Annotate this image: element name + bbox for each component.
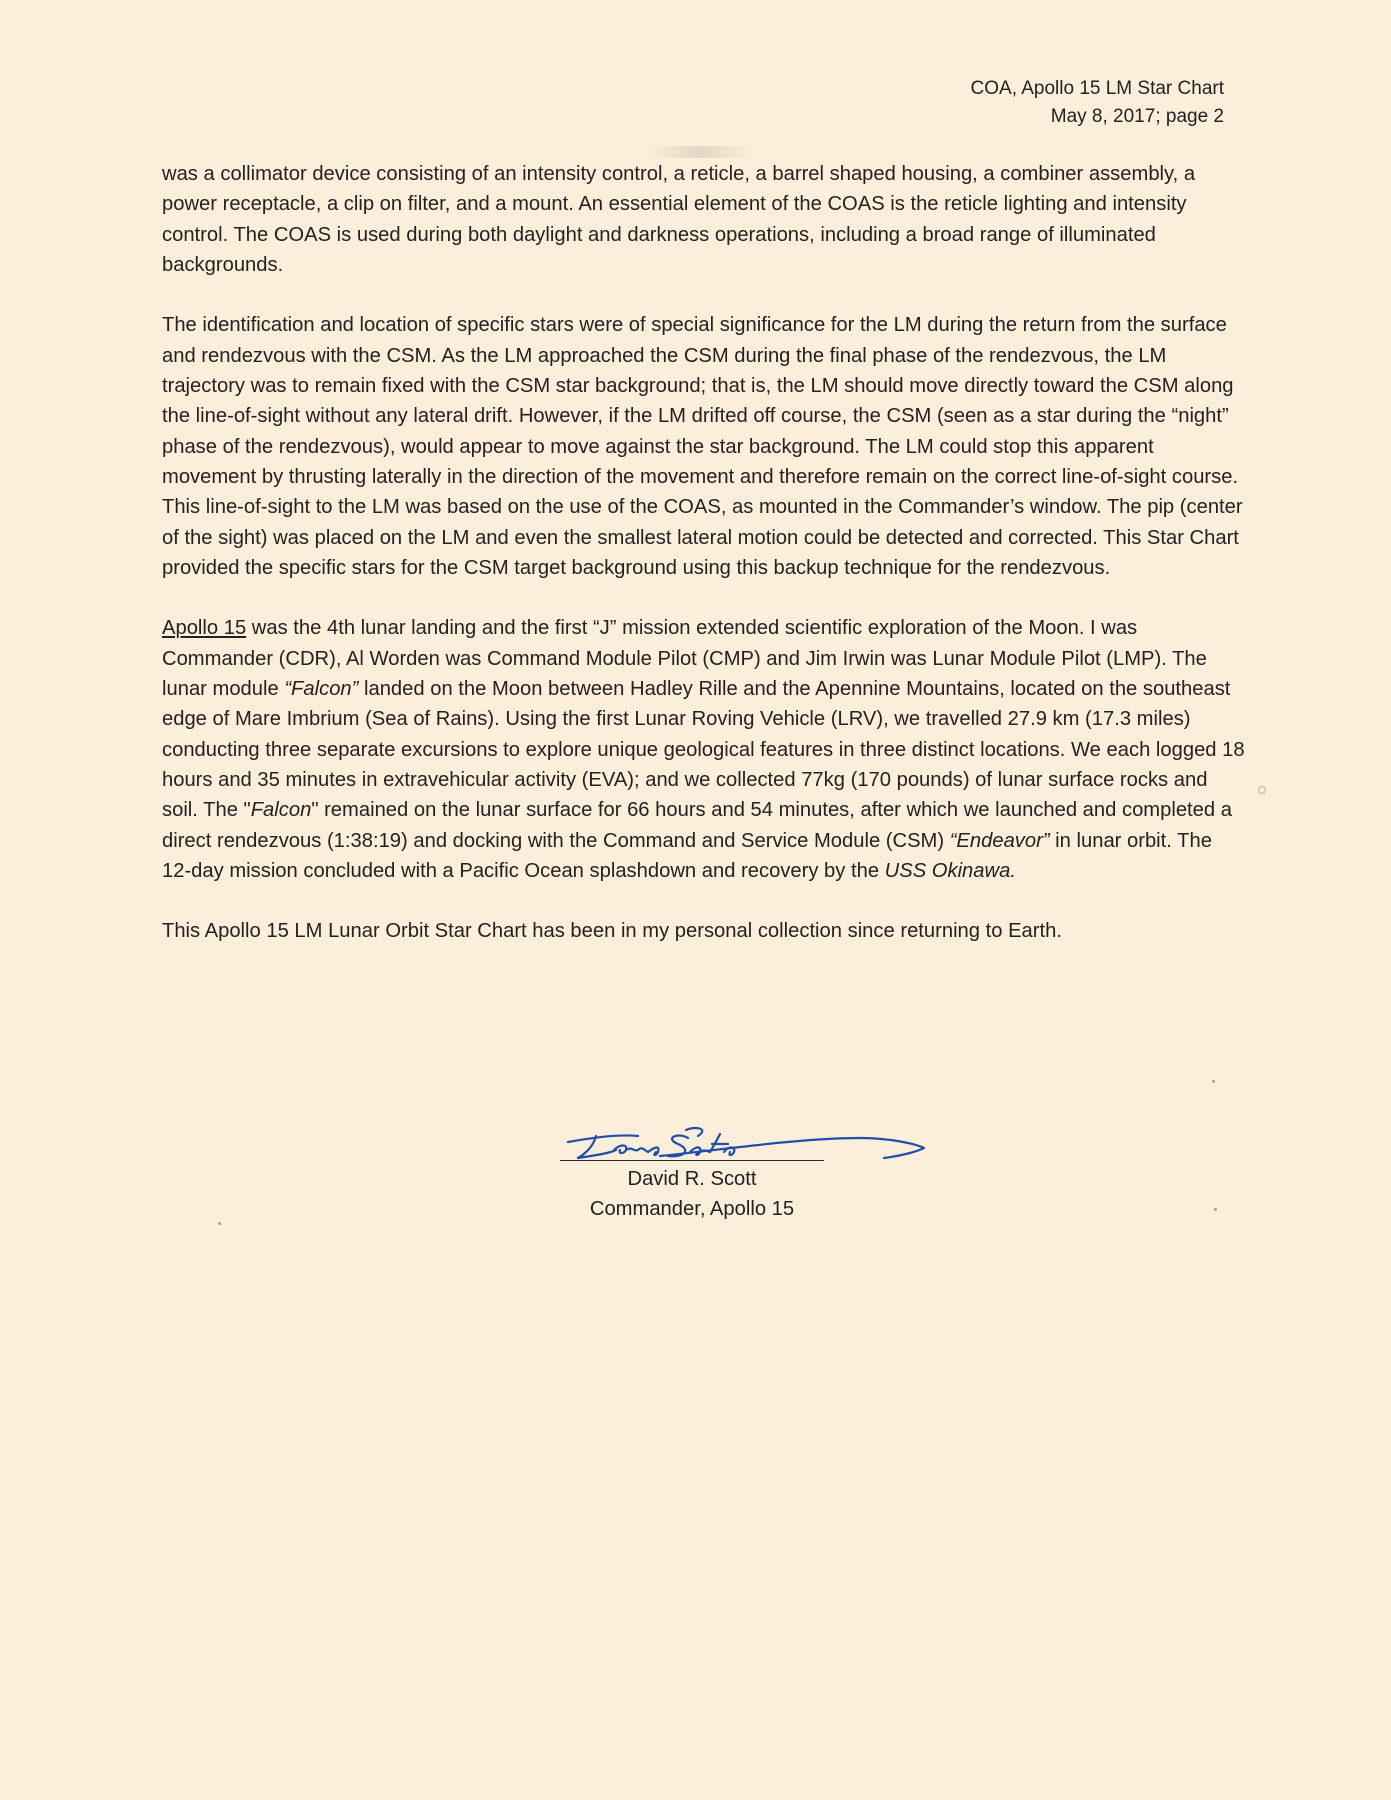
header-date-page: May 8, 2017; page 2 [1050,106,1224,127]
paper-speck [1212,1080,1215,1083]
paragraph-collection: This Apollo 15 LM Lunar Orbit Star Chart has been in my personal collection since returning to Earth. [162,920,1062,943]
paper-speck [218,1222,221,1225]
letter-body [162,159,1245,947]
lm-name: “Falcon” [284,678,359,701]
paragraph-mission [162,613,1245,886]
paragraph-coas: was a collimator device consisting of an intensity control, a reticle, a barrel shaped housing, a combiner assembly, a power receptacle, a clip on filter, and a mount. An essential element of the COAS is the reticle lighting and intensity control. The COAS is used during both daylight and darkness operations, including a broad range of illuminated backgrounds. [162,163,1196,276]
paragraph-rendezvous: The identification and location of specific stars were of special significance for the LM during the return from the surface and rendezvous with the CSM. As the LM approached the CSM during the final phase of the rendezvous, the LM trajectory was to remain fixed with the CSM star background; that is, the LM should move directly toward the CSM along the line-of-sight without any lateral drift. However, if the LM drifted off course, the CSM (seen as a star during the “night” phase of the rendezvous), would appear to move against the star background. The LM could stop this apparent movement by thrusting laterally in the direction of the movement and therefore remain on the correct line-of-sight course. This line-of-sight to the LM was based on the use of the COAS, as mounted in the Commander’s window. The pip (center of the sight) was placed on the LM and even the smallest lateral motion could be detected and corrected. This Star Chart provided the specific stars for the CSM target background using this backup technique for the rendezvous. [162,314,1243,579]
csm-name: “Endeavor” [949,829,1050,852]
signer-name: David R. Scott [627,1168,757,1190]
mission-text-2: landed on the Moon between Hadley Rille and the Apennine Mountains, located on the southeast edge of Mare Imbrium (Sea of Rains). Using the first Lunar Roving Vehicle (LRV), we travelled 27.9 km (17.3 miles) conducting three separate excursions to explore unique geological features in three distinct locations. We each logged 18 hours and 35 minutes in extravehicular activity (EVA); and we collected 77kg (170 pounds) of lunar surface rocks and soil. The " [162,678,1245,822]
mission-name-link: Apollo 15 [162,617,247,640]
paper-speck [1258,786,1266,794]
ship-name: USS Okinawa. [884,859,1016,882]
mission-text-1: was the 4th lunar landing and the first “J” mission extended scientific exploration of the Moon. I was Commander (CDR), Al Worden was Command Module Pilot (CMP) and Jim Irwin was Lunar Module Pilot (LMP). The lunar module [162,617,1207,701]
signature-block [560,1116,940,1226]
page-header [664,75,1224,131]
scan-smudge [646,146,756,158]
mission-text-3: " remained on the lunar surface for 66 hours and 54 minutes, after which we launched and completed a direct rendezvous (1:38:19) and docking with the Command and Service Module (CSM) [162,799,1232,852]
header-title: COA, Apollo 15 LM Star Chart [970,78,1224,99]
lm-name-2: Falcon [250,799,312,822]
signer-info [560,1164,824,1225]
paper-speck [1214,1208,1217,1211]
signer-title: Commander, Apollo 15 [589,1198,795,1221]
signature-line [560,1160,824,1161]
mission-text-4: in lunar orbit. The 12-day mission concluded with a Pacific Ocean splashdown and recovery by the [162,829,1212,882]
